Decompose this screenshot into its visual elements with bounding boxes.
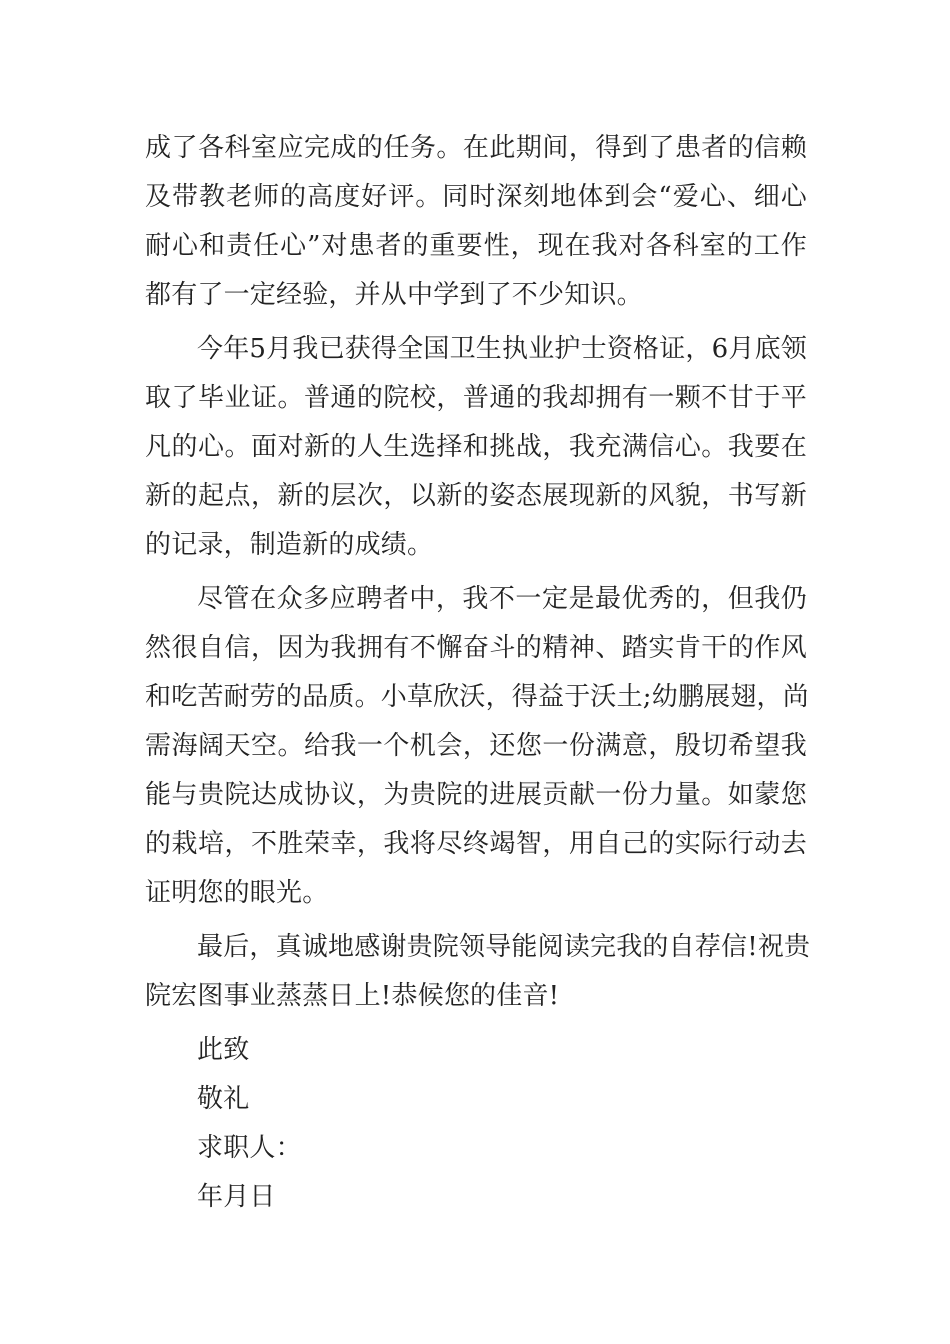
text-line: 需海阔天空。给我一个机会，还您一份满意，殷切希望我: [145, 731, 807, 761]
signer-label: 求职人：: [197, 1133, 302, 1163]
closing-salutation: 此致: [197, 1035, 250, 1065]
text-line: 尽管在众多应聘者中，我不一定是最优秀的，但我仍: [197, 584, 807, 614]
text-line: 取了毕业证。普通的院校，普通的我却拥有一颗不甘于平: [145, 383, 807, 413]
text-line: 耐心和责任心”对患者的重要性，现在我对各科室的工作: [145, 231, 807, 261]
closing-regards: 敬礼: [197, 1084, 250, 1114]
text-line: 然很自信，因为我拥有不懈奋斗的精神、踏实肯干的作风: [145, 633, 807, 663]
text-line: 凡的心。面对新的人生选择和挑战，我充满信心。我要在: [145, 432, 807, 462]
text-line: 的栽培，不胜荣幸，我将尽终竭智，用自己的实际行动去: [145, 829, 807, 859]
text-line: 今年5月我已获得全国卫生执业护士资格证，6月底领: [197, 334, 807, 364]
text-line: 能与贵院达成协议，为贵院的进展贡献一份力量。如蒙您: [145, 780, 807, 810]
paragraph-qualifications: [145, 325, 807, 570]
paragraph-thanks: [145, 923, 811, 1021]
paragraph-continuation: [145, 124, 807, 320]
date-label: 年月日: [197, 1182, 276, 1212]
letter-closing: [145, 1026, 807, 1222]
text-line: 及带教老师的高度好评。同时深刻地体到会“爱心、细心: [145, 182, 807, 212]
paragraph-confidence: [145, 575, 807, 918]
text-line: 和吃苦耐劳的品质。小草欣沃，得益于沃土;幼鹏展翅，尚: [145, 682, 809, 712]
text-line: 院宏图事业蒸蒸日上!恭候您的佳音!: [145, 981, 560, 1011]
document-page: [145, 124, 811, 1222]
text-line: 成了各科室应完成的任务。在此期间，得到了患者的信赖: [145, 133, 807, 163]
text-line: 新的起点，新的层次，以新的姿态展现新的风貌，书写新: [145, 481, 807, 511]
text-line: 都有了一定经验，并从中学到了不少知识。: [145, 280, 643, 310]
text-line: 证明您的眼光。: [145, 878, 329, 908]
text-line: 的记录，制造新的成绩。: [145, 530, 434, 560]
text-line: 最后，真诚地感谢贵院领导能阅读完我的自荐信!祝贵: [197, 932, 811, 962]
